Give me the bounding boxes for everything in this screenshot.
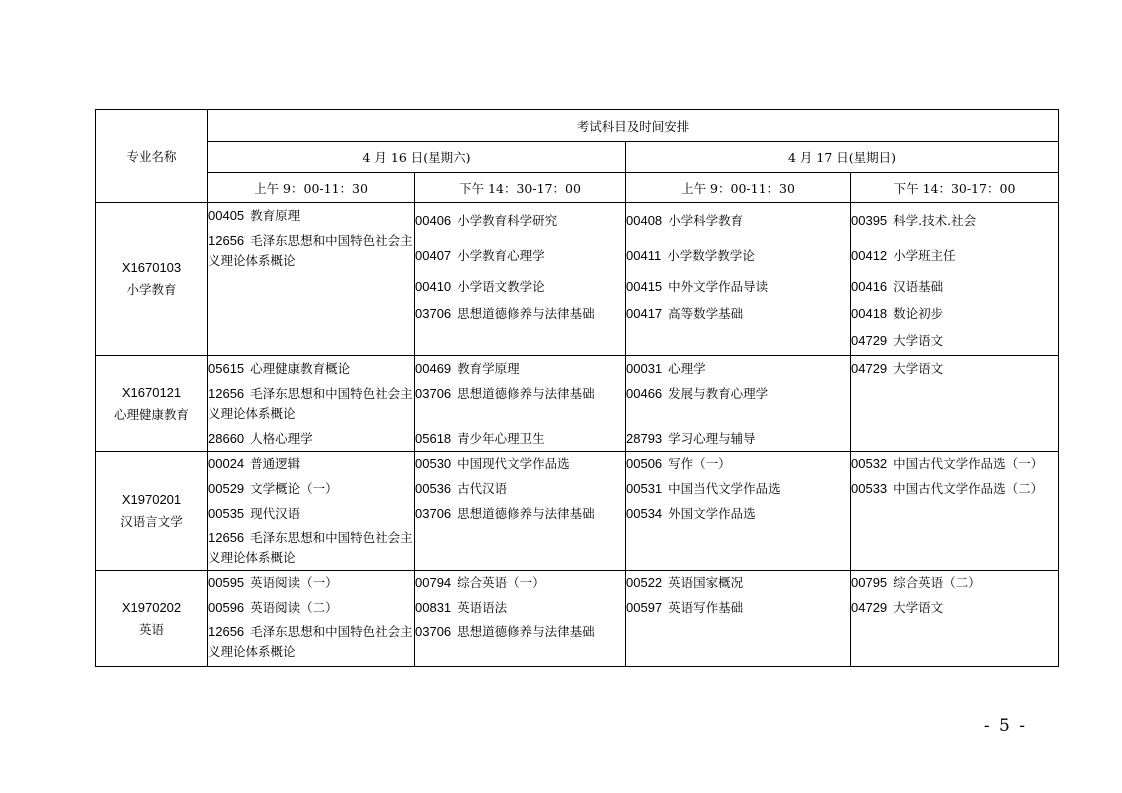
course-code: 00408: [626, 213, 663, 228]
major-name: 小学教育: [126, 282, 177, 297]
course-code: 00410: [415, 278, 452, 294]
course-title: 小学班主任: [893, 248, 956, 263]
course-item: [415, 356, 625, 382]
course-title: 小学教育心理学: [457, 248, 545, 263]
course-code: 00024: [208, 456, 245, 471]
course-code: 12656: [208, 386, 245, 401]
course-item: [626, 239, 850, 273]
course-item: [851, 452, 1058, 476]
course-code: 03706: [415, 505, 452, 521]
course-code: 00412: [851, 248, 888, 263]
course-code: 00794: [415, 575, 452, 590]
course-title: 中外文学作品导读: [668, 278, 769, 294]
course-item: [415, 571, 625, 595]
schedule-cell: [626, 452, 851, 571]
course-title: 小学科学教育: [668, 213, 744, 228]
schedule-cell: [626, 356, 851, 452]
course-title: 科学.技术.社会: [893, 213, 977, 228]
course-title: 汉语基础: [893, 278, 944, 294]
course-code: 00469: [415, 361, 452, 376]
course-title: 外国文学作品选: [668, 505, 756, 521]
course-item: [208, 526, 414, 570]
course-item: [208, 382, 414, 426]
course-title: 毛泽东思想和中国特色社会主义理论体系概论: [208, 624, 413, 659]
course-code: 12656: [208, 624, 245, 639]
table-row: [96, 203, 1059, 356]
course-item: [851, 203, 1058, 239]
course-title: 心理学: [668, 361, 706, 376]
course-item: [626, 595, 850, 620]
major-code: X1970201: [121, 492, 182, 507]
day1-am-header: 上午 9：00-11：30: [208, 173, 415, 203]
course-item: [851, 273, 1058, 300]
course-code: 00031: [626, 361, 663, 376]
course-code: 00534: [626, 505, 663, 521]
course-code: 00795: [851, 575, 888, 590]
course-code: 00395: [851, 213, 888, 228]
course-title: 思想道德修养与法律基础: [457, 624, 595, 639]
course-code: 00535: [208, 505, 245, 521]
major-column-header: 专业名称: [96, 110, 208, 203]
course-item: [208, 203, 414, 229]
course-code: 00595: [208, 575, 245, 590]
schedule-cell: [415, 571, 626, 667]
course-code: 12656: [208, 530, 245, 545]
schedule-cell: [851, 203, 1059, 356]
course-code: 00466: [626, 386, 663, 401]
table-row: [96, 571, 1059, 667]
course-item: [851, 476, 1058, 501]
course-code: 00831: [415, 599, 452, 615]
major-name: 心理健康教育: [113, 406, 189, 422]
schedule-cell: [626, 571, 851, 667]
header-row-2: [96, 142, 1059, 173]
course-title: 小学教育科学研究: [457, 213, 558, 228]
course-title: 教育原理: [250, 208, 301, 223]
course-title: 古代汉语: [457, 480, 508, 496]
course-item: [626, 273, 850, 300]
course-item: [626, 452, 850, 476]
course-item: [626, 426, 850, 451]
course-title: 思想道德修养与法律基础: [457, 505, 595, 521]
course-item: [415, 501, 625, 526]
course-item: [415, 476, 625, 501]
schedule-cell: [208, 452, 415, 571]
course-title: 写作（一）: [668, 456, 731, 471]
course-item: [851, 239, 1058, 273]
major-code: X1670103: [121, 260, 182, 275]
course-code: 03706: [415, 386, 452, 401]
course-title: 人格心理学: [250, 430, 313, 446]
major-code: X1670121: [121, 384, 182, 400]
course-item: [851, 300, 1058, 327]
course-code: 00407: [415, 248, 452, 263]
course-code: 00417: [626, 305, 663, 321]
course-code: 00522: [626, 575, 663, 590]
course-title: 综合英语（一）: [457, 575, 545, 590]
course-code: 04729: [851, 361, 888, 376]
course-title: 现代汉语: [250, 505, 301, 521]
major-code: X1970202: [121, 599, 182, 615]
course-code: 05618: [415, 430, 452, 446]
course-title: 综合英语（二）: [893, 575, 981, 590]
course-code: 00416: [851, 278, 888, 294]
course-title: 普通逻辑: [250, 456, 301, 471]
course-code: 05615: [208, 361, 245, 376]
schedule-cell: [851, 356, 1059, 452]
course-code: 00533: [851, 480, 888, 496]
course-code: 00506: [626, 456, 663, 471]
course-title: 心理健康教育概论: [250, 361, 351, 376]
schedule-cell: [626, 203, 851, 356]
course-title: 教育学原理: [457, 361, 520, 376]
day1-header: 4 月 16 日(星期六): [208, 142, 626, 173]
major-cell: [96, 203, 208, 356]
course-code: 03706: [415, 305, 452, 321]
course-title: 文学概论（一）: [250, 480, 338, 496]
course-title: 学习心理与辅导: [668, 430, 756, 446]
course-item: [415, 595, 625, 620]
course-code: 00406: [415, 213, 452, 228]
course-item: [626, 571, 850, 595]
course-item: [208, 595, 414, 620]
page-number: - 5 -: [983, 716, 1027, 736]
course-title: 中国古代文学作品选（二）: [893, 480, 1044, 496]
course-item: [415, 620, 625, 666]
schedule-cell: [415, 356, 626, 452]
course-item: [208, 426, 414, 451]
course-title: 毛泽东思想和中国特色社会主义理论体系概论: [208, 386, 413, 421]
course-title: 毛泽东思想和中国特色社会主义理论体系概论: [208, 233, 413, 268]
course-code: 03706: [415, 624, 452, 639]
course-item: [851, 595, 1058, 620]
major-cell: [96, 571, 208, 667]
course-title: 大学语文: [893, 599, 944, 615]
course-title: 英语写作基础: [668, 599, 744, 615]
major-cell: [96, 452, 208, 571]
course-code: 00536: [415, 480, 452, 496]
course-item: [208, 620, 414, 666]
course-title: 英语国家概况: [668, 575, 744, 590]
course-item: [626, 476, 850, 501]
day2-am-header: 上午 9：00-11：30: [626, 173, 851, 203]
course-title: 小学语文教学论: [457, 278, 545, 294]
course-item: [626, 356, 850, 382]
day2-header: 4 月 17 日(星期日): [626, 142, 1059, 173]
course-code: 00532: [851, 456, 888, 471]
course-code: 00597: [626, 599, 663, 615]
schedule-cell: [851, 452, 1059, 571]
schedule-cell: [415, 203, 626, 356]
course-code: 00531: [626, 480, 663, 496]
course-item: [208, 476, 414, 501]
course-title: 毛泽东思想和中国特色社会主义理论体系概论: [208, 530, 413, 565]
course-code: 00405: [208, 208, 245, 223]
course-item: [415, 203, 625, 239]
course-item: [415, 382, 625, 426]
course-code: 00596: [208, 599, 245, 615]
schedule-cell: [415, 452, 626, 571]
course-code: 00415: [626, 278, 663, 294]
course-item: [208, 571, 414, 595]
course-title: 小学数学教学论: [667, 248, 755, 263]
table-row: [96, 356, 1059, 452]
course-title: 思想道德修养与法律基础: [457, 305, 595, 321]
course-code: 04729: [851, 599, 888, 615]
header-row-1: [96, 110, 1059, 142]
header-row-3: [96, 173, 1059, 203]
course-title: 大学语文: [893, 332, 944, 348]
schedule-cell: [208, 203, 415, 356]
schedule-cell: [208, 571, 415, 667]
course-title: 大学语文: [893, 361, 944, 376]
course-title: 英语阅读（一）: [250, 575, 338, 590]
day1-pm-header: 下午 14：30-17：00: [415, 173, 626, 203]
course-code: 12656: [208, 233, 245, 248]
course-item: [415, 426, 625, 451]
course-title: 青少年心理卫生: [457, 430, 545, 446]
course-code: 28660: [208, 430, 245, 446]
course-title: 中国古代文学作品选（一）: [893, 456, 1044, 471]
course-item: [415, 239, 625, 273]
course-item: [208, 452, 414, 476]
day2-pm-header: 下午 14：30-17：00: [851, 173, 1059, 203]
course-item: [626, 300, 850, 327]
schedule-cell: [851, 571, 1059, 667]
schedule-title: 考试科目及时间安排: [208, 110, 1059, 142]
course-code: 00529: [208, 480, 245, 496]
course-item: [415, 300, 625, 327]
course-item: [208, 356, 414, 382]
course-item: [851, 356, 1058, 382]
course-code: 00418: [851, 305, 888, 321]
course-title: 数论初步: [893, 305, 944, 321]
course-item: [415, 273, 625, 300]
course-item: [415, 452, 625, 476]
major-name: 英语: [138, 621, 164, 637]
course-code: 28793: [626, 430, 663, 446]
major-name: 汉语言文学: [120, 514, 183, 529]
course-title: 发展与教育心理学: [668, 386, 769, 401]
course-item: [208, 501, 414, 526]
major-cell: [96, 356, 208, 452]
course-code: 00411: [626, 248, 662, 263]
exam-schedule-table: [95, 109, 1059, 667]
course-title: 中国当代文学作品选: [668, 480, 781, 496]
course-item: [851, 327, 1058, 354]
course-title: 高等数学基础: [668, 305, 744, 321]
course-item: [626, 382, 850, 426]
course-item: [208, 229, 414, 275]
course-item: [626, 203, 850, 239]
course-title: 英语语法: [457, 599, 508, 615]
course-title: 中国现代文学作品选: [457, 456, 570, 471]
course-item: [626, 501, 850, 526]
table-body: [96, 203, 1059, 667]
table-row: [96, 452, 1059, 571]
schedule-cell: [208, 356, 415, 452]
course-title: 思想道德修养与法律基础: [457, 386, 595, 401]
course-title: 英语阅读（二）: [250, 599, 338, 615]
course-code: 04729: [851, 332, 888, 348]
course-code: 00530: [415, 456, 452, 471]
course-item: [851, 571, 1058, 595]
